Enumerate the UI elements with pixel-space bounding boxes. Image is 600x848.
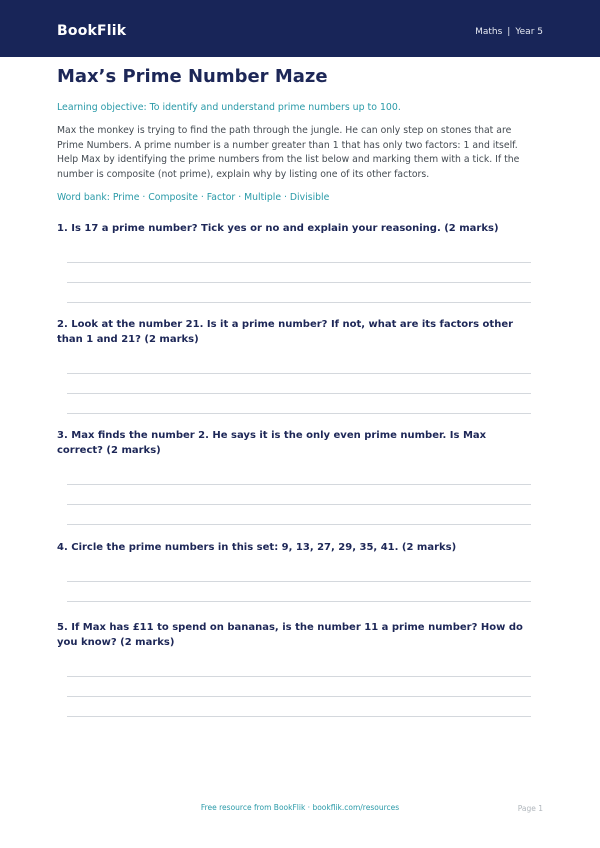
subject-label: Maths (475, 27, 503, 37)
intro-paragraph: Max the monkey is trying to find the path through the jungle. He can only step on stones that are Prime Numbers. A prime number is a number greater than 1 that has only two factors: 1 and itself. Help Max by identifying the prime numbers from the list below and marking them with a tick. If the number is composite (not prime), explain why by listing one of its other factors. (57, 125, 520, 180)
answer-line[interactable] (67, 669, 531, 677)
question-2: 2. Look at the number 21. Is it a prime number? If not, what are its factors other than 1 and 21? (2 marks) (57, 319, 514, 345)
answer-line[interactable] (67, 505, 531, 525)
answer-line[interactable] (67, 582, 531, 602)
answer-line[interactable] (67, 697, 531, 717)
answer-line[interactable] (67, 283, 531, 303)
answer-line[interactable] (67, 477, 531, 485)
worksheet-content (57, 66, 531, 717)
footer-resource-link[interactable]: Free resource from BookFlik · bookflik.com/resources (200, 803, 400, 812)
answer-lines-3[interactable] (67, 458, 531, 525)
brand-logo[interactable]: BookFlik (57, 23, 127, 39)
answer-lines-1[interactable] (67, 236, 531, 303)
page-header (0, 0, 600, 57)
answer-line[interactable] (67, 366, 531, 374)
question-4: 4. Circle the prime numbers in this set: 9, 13, 27, 29, 35, 41. (2 marks) (57, 542, 457, 553)
answer-line[interactable] (67, 394, 531, 414)
answer-lines-2[interactable] (67, 347, 531, 414)
subject-year-label (475, 27, 543, 37)
answer-lines-5[interactable] (67, 650, 531, 717)
answer-line[interactable] (67, 485, 531, 505)
word-bank: Word bank: Prime · Composite · Factor · Multiple · Divisible (57, 192, 330, 203)
answer-line[interactable] (67, 263, 531, 283)
answer-line[interactable] (67, 374, 531, 394)
worksheet-title: Max’s Prime Number Maze (57, 66, 328, 87)
subject-separator: | (507, 27, 511, 37)
learning-objective: Learning objective: To identify and understand prime numbers up to 100. (57, 102, 401, 113)
question-5: 5. If Max has £11 to spend on bananas, is the number 11 a prime number? How do you know? (2 marks) (57, 622, 523, 648)
year-label: Year 5 (515, 27, 543, 37)
answer-line[interactable] (67, 677, 531, 697)
question-1: 1. Is 17 a prime number? Tick yes or no and explain your reasoning. (2 marks) (57, 223, 499, 234)
page-number: Page 1 (517, 804, 543, 813)
question-3: 3. Max finds the number 2. He says it is the only even prime number. Is Max correct? (2 marks) (57, 430, 487, 456)
answer-lines-4[interactable] (67, 555, 531, 602)
answer-line[interactable] (67, 255, 531, 263)
answer-line[interactable] (67, 574, 531, 582)
